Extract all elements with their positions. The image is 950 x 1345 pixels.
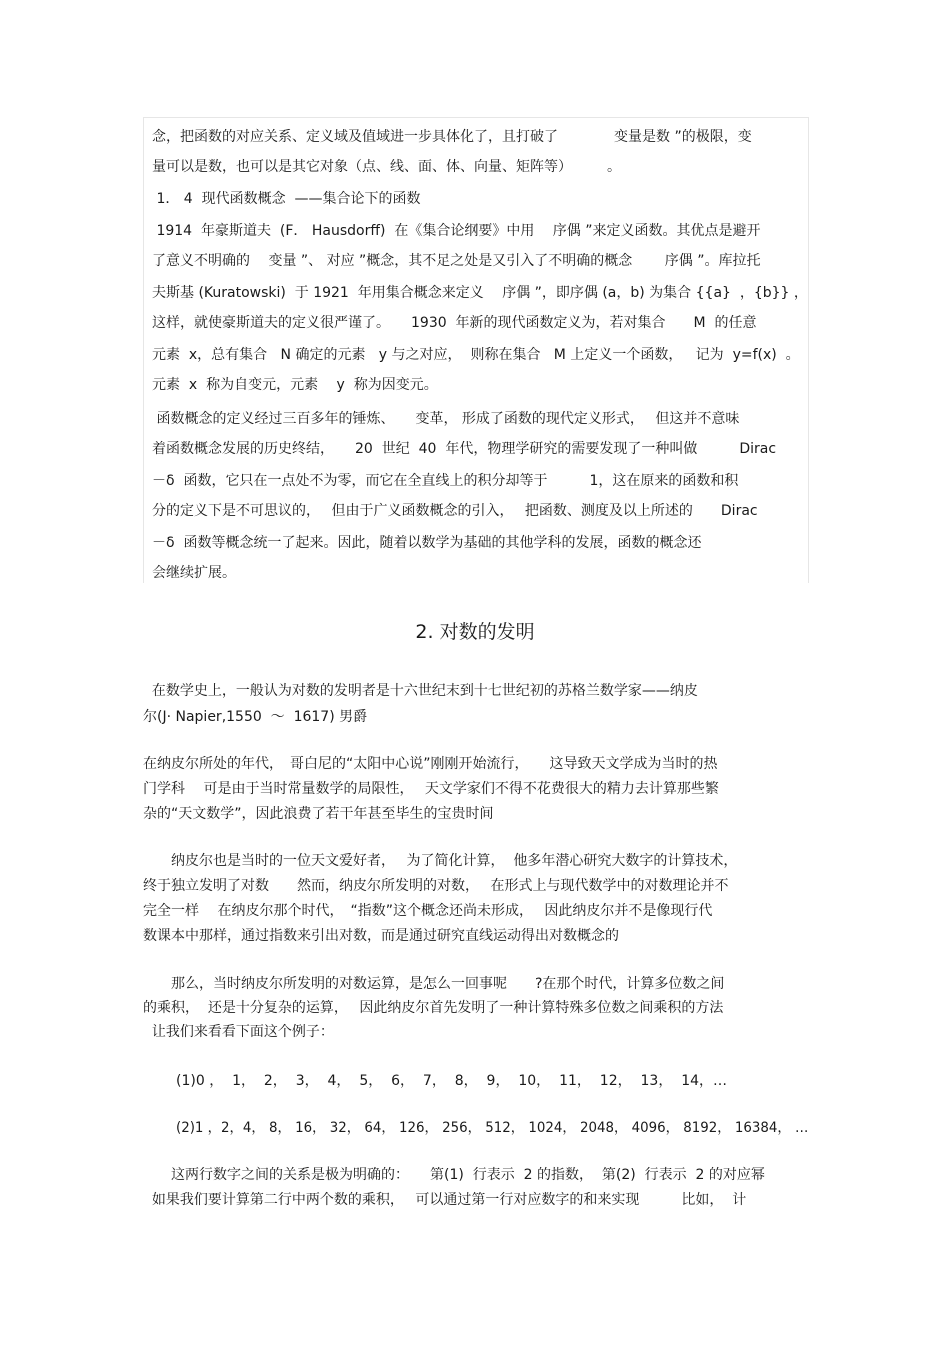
text-line: 那么，当时纳皮尔所发明的对数运算，是怎么一回事呢 ?在那个时代，计算多位数之间 — [143, 976, 725, 992]
subsection-title: 1． 4 现代函数概念 ——集合论下的函数 — [152, 191, 421, 207]
text-line: 杂的“天文数学”，因此浪费了若干年甚至毕生的宝贵时间 — [143, 806, 494, 822]
section-title: 2. 对数的发明 — [415, 621, 535, 643]
text-line: 量可以是数，也可以是其它对象（点、线、面、体、向量、矩阵等） 。 — [152, 159, 621, 175]
text-line: 的乘积， 还是十分复杂的运算， 因此纳皮尔首先发明了一种计算特殊多位数之间乘积的方法 — [143, 1000, 724, 1016]
text-line: 元素 x 称为自变元，元素 y 称为因变元。 — [152, 377, 438, 393]
sequence-row-2: (2)1 ，2，4， 8， 16， 32， 64， 126， 256， 512， 1024， 2048， 4096， 8192， 16384， … — [176, 1120, 809, 1136]
text-line: 终于独立发明了对数 然而，纳皮尔所发明的对数， 在形式上与现代数学中的对数理论并不 — [143, 878, 729, 894]
text-line: 着函数概念发展的历史终结， 20 世纪 40 年代，物理学研究的需要发现了一种叫做 Dirac — [152, 441, 777, 457]
text-line: 完全一样 在纳皮尔那个时代， “指数”这个概念还尚未形成， 因此纳皮尔并不是像现行代 — [143, 903, 713, 919]
text-line: 了意义不明确的 变量 ”、 对应 ”概念，其不足之处是又引入了不明确的概念 序偶 ”。库拉托 — [152, 253, 761, 269]
text-line: 让我们来看看下面这个例子： — [143, 1024, 334, 1040]
text-line: 这样，就使豪斯道夫的定义很严谨了。 1930 年新的现代函数定义为，若对集合 M 的任意 — [152, 315, 757, 331]
text-line: 如果我们要计算第二行中两个数的乘积， 可以通过第一行对应数字的和来实现 比如， 计 — [143, 1192, 747, 1208]
text-line: 纳皮尔也是当时的一位天文爱好者， 为了简化计算， 他多年潜心研究大数字的计算技术， — [143, 853, 738, 869]
text-line: －δ 函数等概念统一了起来。因此，随着以数学为基础的其他学科的发展，函数的概念还 — [152, 535, 702, 551]
text-line: 1914 年豪斯道夫 (F． Hausdorff) 在《集合论纲要》中用 序偶 ”来定义函数。其优点是避开 — [152, 223, 761, 239]
text-line: 函数概念的定义经过三百多年的锤炼、 变革， 形成了函数的现代定义形式， 但这并不意味 — [152, 411, 740, 427]
text-line: 这两行数字之间的关系是极为明确的： 第(1) 行表示 2 的指数， 第(2) 行表示 2 的对应幂 — [143, 1167, 765, 1183]
text-line: 在纳皮尔所处的年代， 哥白尼的“太阳中心说”刚刚开始流行， 这导致天文学成为当时的热 — [143, 756, 718, 772]
text-line: 元素 x，总有集合 N 确定的元素 y 与之对应， 则称在集合 M 上定义一个函数， 记为 y=f(x) 。 — [152, 347, 800, 363]
text-line: 数课本中那样，通过指数来引出对数，而是通过研究直线运动得出对数概念的 — [143, 928, 619, 944]
text-line: 会继续扩展。 — [152, 565, 236, 581]
text-line: 分的定义下是不可思议的， 但由于广义函数概念的引入， 把函数、测度及以上所述的 Dirac — [152, 503, 758, 519]
text-line: －δ 函数，它只在一点处不为零，而它在全直线上的积分却等于 1，这在原来的函数和积 — [152, 473, 739, 489]
text-line: 尔(J· Napier,1550 ～ 1617) 男爵 — [143, 709, 368, 725]
text-line: 在数学史上，一般认为对数的发明者是十六世纪末到十七世纪初的苏格兰数学家——纳皮 — [143, 683, 698, 699]
text-line: 念，把函数的对应关系、定义域及值域进一步具体化了，且打破了 变量是数 ”的极限，变 — [152, 129, 752, 145]
sequence-row-1: (1)0 ， 1， 2， 3， 4， 5， 6， 7， 8， 9， 10， 11， 12， 13， 14，… — [176, 1073, 728, 1089]
text-line: 门学科 可是由于当时常量数学的局限性， 天文学家们不得不花费很大的精力去计算那些繁 — [143, 781, 719, 797]
text-line: 夫斯基 (Kuratowski) 于 1921 年用集合概念来定义 序偶 ”，即序偶 (a，b) 为集合 {{a} ，{b}} ， — [152, 285, 808, 301]
